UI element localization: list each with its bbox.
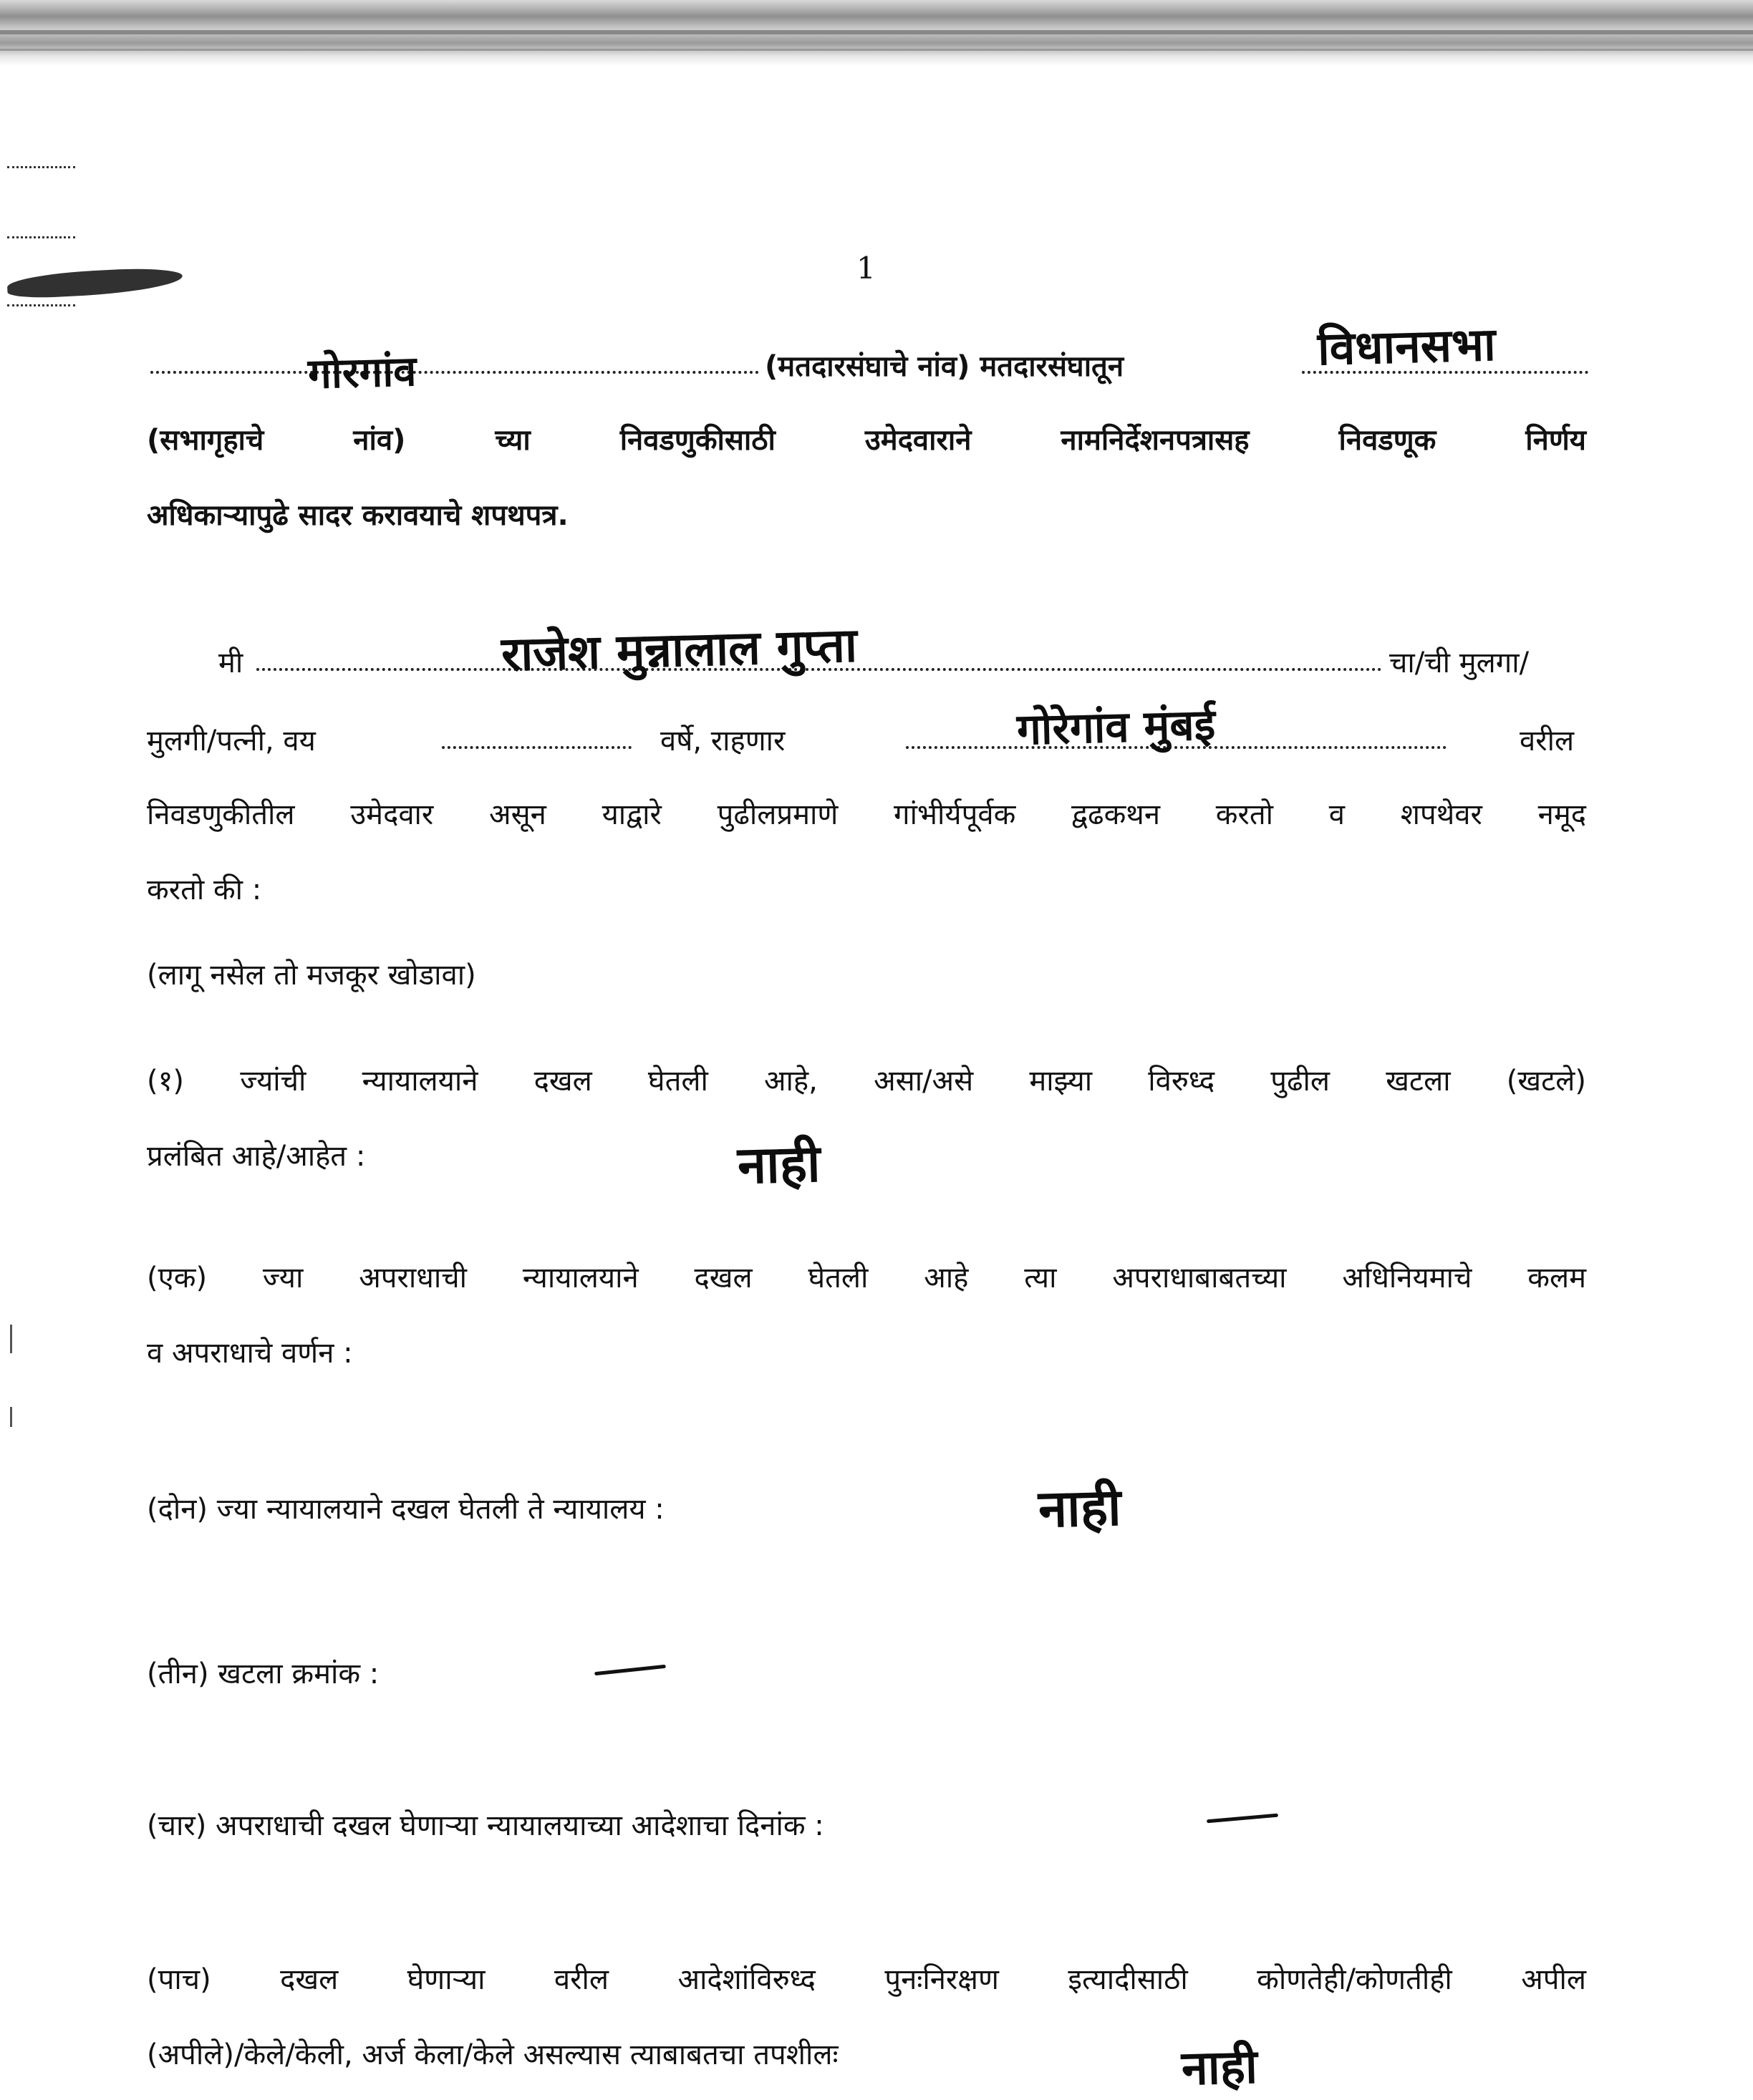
item-ek-line-2: व अपराधाचे वर्णन : (147, 1337, 353, 1370)
item-teen: (तीन) खटला क्रमांक : (147, 1658, 380, 1690)
item-char: (चार) अपराधाची दखल घेणाऱ्या न्यायालयाच्या आदेशाचा दिनांक : (147, 1809, 824, 1842)
item-don: (दोन) ज्या न्यायालयाने दखल घेतली ते न्यायालय : (147, 1493, 665, 1526)
item-pach-answer: नाही (1181, 2038, 1258, 2096)
item-1-line-2: प्रलंबित आहे/आहेत : (147, 1140, 366, 1173)
constituency-blank (150, 371, 759, 374)
margin-dots (7, 304, 75, 306)
item-don-answer: नाही (1037, 1476, 1122, 1539)
age-blank (442, 746, 632, 749)
header-line-2: (सभागृहाचे नांव) च्या निवडणुकीसाठी उमेदवाराने नामनिर्देशनपत्रासह निवडणूक निर्णय (147, 424, 1586, 457)
relation-text: चा/ची मुलगा/ (1389, 647, 1530, 679)
constituency-handwritten: गोरगांव (307, 347, 417, 398)
scan-edge-mark (10, 1325, 12, 1353)
declaration-line2-c: वरील (1520, 725, 1575, 758)
declaration-line-3: निवडणुकीतील उमेदवार असून याद्वारे पुढीलप्रमाणे गांभीर्यपूर्वक द्वढकथन करतो व शपथेवर नमूद (147, 798, 1586, 831)
residence-handwritten: गोरेगांव मुंबई (1016, 700, 1216, 755)
declaration-line2-a: मुलगी/पत्नी, वय (147, 725, 316, 758)
constituency-label: (मतदारसंघाचे नांव) मतदारसंघातून (765, 350, 1124, 383)
candidate-name-handwritten: राजेश मुन्नालाल गुप्ता (501, 617, 858, 682)
margin-dots (7, 236, 75, 238)
item-pach-line-1: (पाच) दखल घेणाऱ्या वरील आदेशांविरुध्द पुनःनिरक्षण इत्यादीसाठी कोणतेही/कोणतीही अपील (147, 1963, 1586, 1996)
header-line-3: अधिकाऱ्यापुढे सादर करावयाचे शपथपत्र. (147, 499, 569, 532)
margin-dots (7, 166, 75, 168)
declaration-mi: मी (218, 647, 243, 679)
scan-edge-mark (10, 1407, 12, 1427)
item-ek-line-1: (एक) ज्या अपराधाची न्यायालयाने दखल घेतली आहे त्या अपराधाबाबतच्या अधिनियमाचे कलम (147, 1262, 1586, 1295)
item-pach-line-2: (अपीले)/केले/केली, अर्ज केला/केले असल्यास त्याबाबतचा तपशीलः (147, 2038, 839, 2071)
scan-smudge (6, 266, 183, 300)
house-handwritten: विधानसभा (1317, 318, 1497, 377)
declaration-line-4: करतो की : (147, 874, 262, 906)
strike-note: (लागू नसेल तो मजकूर खोडावा) (147, 959, 476, 992)
item-1-answer: नाही (736, 1133, 821, 1196)
declaration-line2-b: वर्षे, राहणार (660, 725, 786, 758)
scan-edge-line (0, 30, 1753, 34)
page-number: 1 (856, 251, 876, 286)
item-1-line-1: (१) ज्यांची न्यायालयाने दखल घेतली आहे, असा/असे माझ्या विरुध्द पुढील खटला (खटले) (147, 1065, 1586, 1098)
scan-edge-line (0, 49, 1753, 51)
